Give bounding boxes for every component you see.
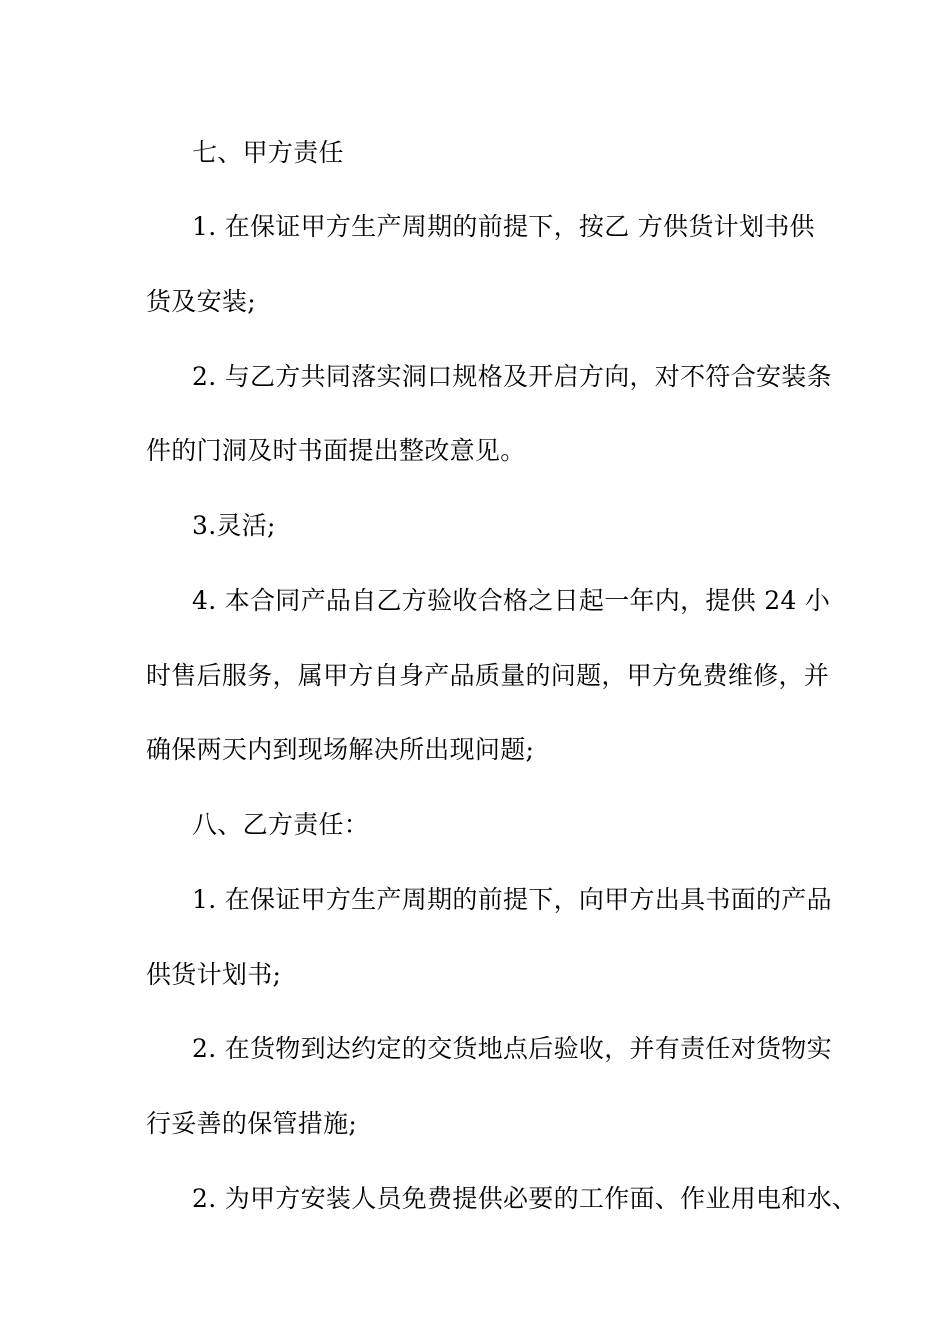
paragraph-line: 时售后服务，属甲方自身产品质量的问题，甲方免费维修，并 xyxy=(146,661,830,690)
paragraph-line: 2. 在货物到达约定的交货地点后验收，并有责任对货物实 xyxy=(192,1034,832,1063)
paragraph-line: 行妥善的保管措施; xyxy=(146,1109,358,1138)
paragraph-line: 供货计划书; xyxy=(146,960,282,989)
paragraph-line: 货及安装; xyxy=(146,287,256,316)
paragraph-line: 件的门洞及时书面提出整改意见。 xyxy=(146,436,526,465)
paragraph-line: 4. 本合同产品自乙方验收合格之日起一年内，提供 24 小 xyxy=(192,586,831,615)
paragraph-line: 1. 在保证甲方生产周期的前提下，按乙 方供货计划书供 xyxy=(192,212,815,241)
paragraph-line: 2. 与乙方共同落实洞口规格及开启方向，对不符合安装条 xyxy=(192,362,832,391)
paragraph-line: 1. 在保证甲方生产周期的前提下，向甲方出具书面的产品 xyxy=(192,885,832,914)
section-heading-party-a: 七、甲方责任 xyxy=(192,138,344,167)
section-heading-party-b: 八、乙方责任： xyxy=(192,810,370,839)
paragraph-line: 3.灵活; xyxy=(192,511,276,540)
paragraph-line: 2. 为甲方安装人员免费提供必要的工作面、作业用电和水、 xyxy=(192,1184,858,1213)
paragraph-line: 确保两天内到现场解决所出现问题; xyxy=(146,735,535,764)
